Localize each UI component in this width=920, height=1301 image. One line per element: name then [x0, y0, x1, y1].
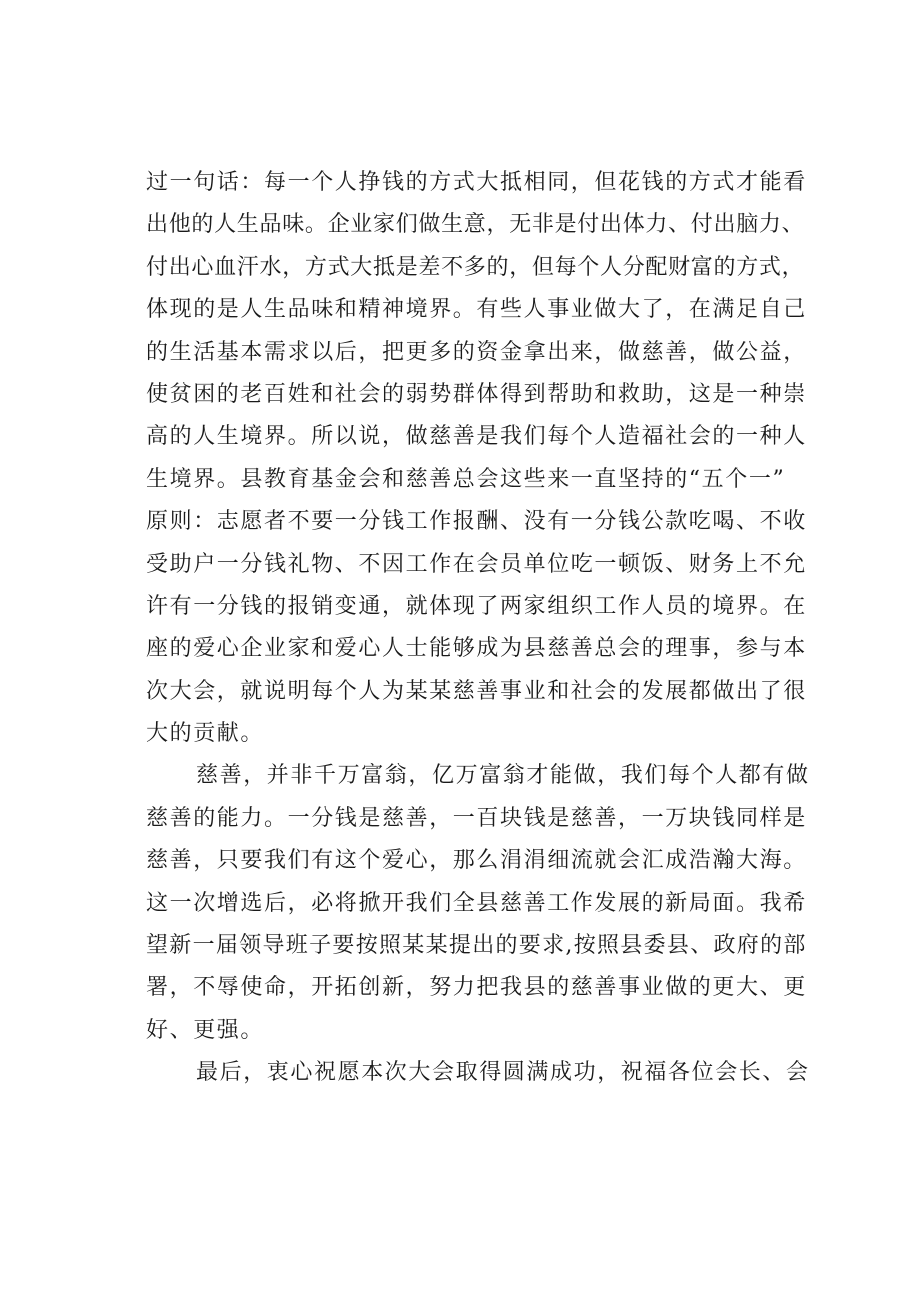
text-line: 最后，衷心祝愿本次大会取得圆满成功，祝福各位会长、会: [196, 1060, 810, 1086]
text-line: 原则：志愿者不要一分钱工作报酬、没有一分钱公款吃喝、不收: [146, 509, 807, 535]
text-line: 次大会，就说明每个人为某某慈善事业和社会的发展都做出了很: [146, 678, 807, 704]
text-line: 座的爱心企业家和爱心人士能够成为县慈善总会的理事，参与本: [146, 636, 807, 662]
text-line: 望新一届领导班子要按照某某提出的要求,按照县委县、政府的部: [146, 933, 807, 959]
text-line: 署，不辱使命，开拓创新，努力把我县的慈善事业做的更大、更: [146, 975, 807, 1001]
text-line: 慈善的能力。一分钱是慈善，一百块钱是慈善，一万块钱同样是: [146, 805, 807, 831]
text-line: 好、更强。: [146, 1017, 265, 1043]
document-body: [146, 162, 811, 1095]
text-line: 大的贡献。: [146, 721, 265, 747]
text-line: 许有一分钱的报销变通，就体现了两家组织工作人员的境界。在: [146, 593, 807, 619]
text-line: 出他的人生品味。企业家们做生意，无非是付出体力、付出脑力、: [146, 212, 805, 238]
text-line: 生境界。县教育基金会和慈善总会这些来一直坚持的“五个一”: [146, 466, 786, 492]
text-line: 过一句话：每一个人挣钱的方式大抵相同，但花钱的方式才能看: [146, 170, 807, 195]
text-line: 慈善，并非千万富翁，亿万富翁才能做，我们每个人都有做: [196, 763, 810, 789]
text-line: 付出心血汗水，方式大抵是差不多的，但每个人分配财富的方式，: [146, 254, 805, 280]
text-line: 这一次增选后，必将掀开我们全县慈善工作发展的新局面。我希: [146, 890, 807, 916]
text-line: 高的人生境界。所以说，做慈善是我们每个人造福社会的一种人: [146, 424, 807, 450]
text-line: 使贫困的老百姓和社会的弱势群体得到帮助和救助，这是一种崇: [146, 381, 807, 407]
text-line: 受助户一分钱礼物、不因工作在会员单位吃一顿饭、财务上不允: [146, 551, 807, 577]
text-line: 的生活基本需求以后，把更多的资金拿出来，做慈善，做公益，: [146, 339, 807, 365]
text-line: 慈善，只要我们有这个爱心，那么涓涓细流就会汇成浩瀚大海。: [146, 848, 807, 874]
text-line: 体现的是人生品味和精神境界。有些人事业做大了，在满足自己: [146, 297, 807, 323]
